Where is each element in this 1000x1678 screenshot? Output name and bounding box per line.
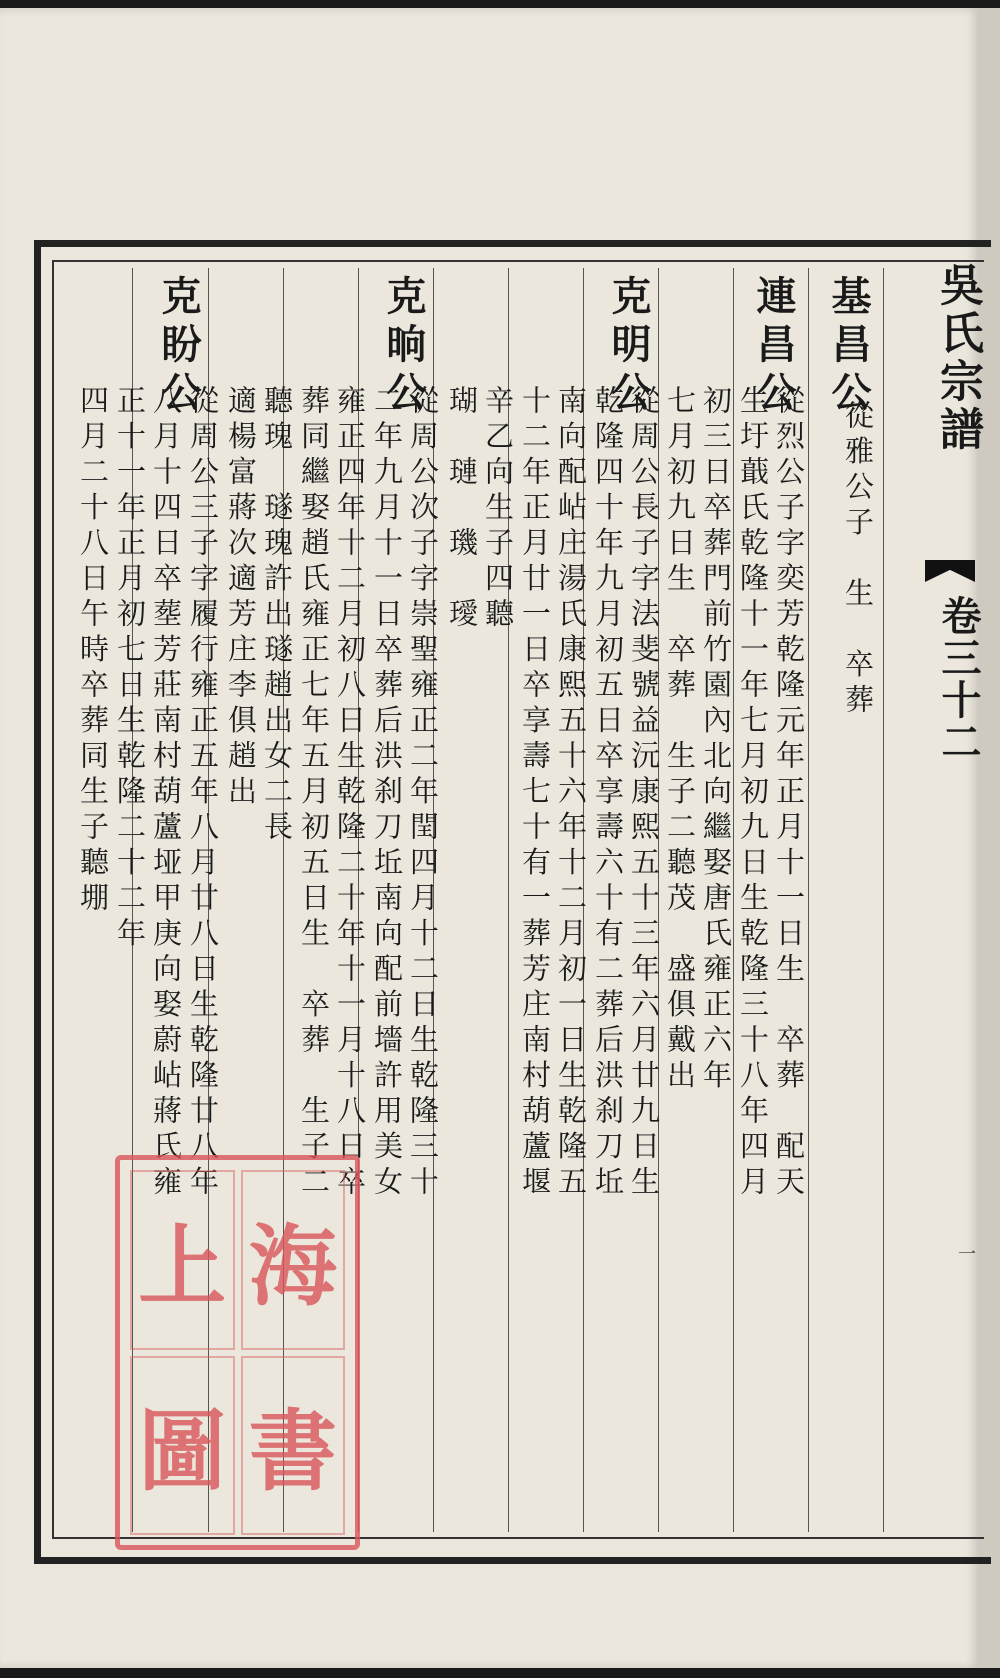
- entry-text: 正十一年正月初七日生乾隆二十二年: [113, 385, 147, 953]
- entry-text: 生圩蕺氏乾隆十一年七月初九日生乾隆三十八年四月: [736, 385, 770, 1202]
- entry-text: 雍正四年十二月初八日生乾隆二十年十一月十八日卒: [333, 385, 367, 1202]
- volume-label: 卷三十二: [935, 595, 982, 763]
- entry-name: 連昌公: [750, 275, 797, 419]
- entry-text: 從周公次子字崇聖雍正二年閏四月十二日生乾隆三十: [406, 385, 440, 1202]
- entry-text: 四月二十八日午時卒葬同生子聽堋: [76, 385, 110, 918]
- entry-text: 南向配岾庄湯氏康熙五十六年十二月初一日生乾隆五: [554, 385, 588, 1202]
- entry-name: 克晌公: [380, 275, 427, 419]
- seal-char: 上: [130, 1170, 235, 1350]
- column-rule: [883, 268, 884, 1532]
- entry-text: 辛乙向生子四聽: [481, 385, 515, 634]
- seal-char: 圖: [130, 1356, 235, 1536]
- entry-text: 二年九月十一日卒葬后洪刹刀坵南向配前墻許用美女: [370, 385, 404, 1202]
- entry-text: 瑚 璉 璣 璦: [445, 385, 479, 634]
- seal-char: 書: [241, 1356, 346, 1536]
- entry-text: 七月初九日生 卒葬 生子二聽茂 盛俱戴出: [663, 385, 697, 1095]
- entry-text: 乾隆四十年九月初五日卒享壽六十有二葬后洪刹刀坵: [591, 385, 625, 1202]
- entry-text: 從周公三子字履行雍正五年八月廿八日生乾隆廿八年: [186, 385, 220, 1202]
- page-marker: 一: [958, 1244, 976, 1265]
- entry-name: 基昌公: [825, 275, 872, 419]
- entry-text: 從雅公子 生 卒葬: [841, 400, 875, 720]
- entry-name: 克盼公: [155, 275, 202, 419]
- entry-text: 十二年正月廿一日卒享壽七十有一葬芳庄南村葫蘆堰: [518, 385, 552, 1202]
- entry-text: 從烈公子字奕芳乾隆元年正月十一日生 卒葬 配天: [772, 385, 806, 1202]
- entry-text: 適楊富蔣次適芳庄李俱趙出: [224, 385, 258, 811]
- seal-char: 海: [241, 1170, 346, 1350]
- entry-text: 初三日卒葬門前竹園內北向繼娶唐氏雍正六年: [699, 385, 733, 1095]
- library-seal: [115, 1155, 360, 1550]
- entry-name: 克明公: [605, 275, 652, 419]
- entry-text: 葬同繼娶趙氏雍正七年五月初五日生 卒葬 生子二: [297, 385, 331, 1202]
- book-title: 吳氏宗譜: [932, 262, 983, 454]
- column-rule: [808, 268, 809, 1532]
- entry-text: 聽瑰 璲瑰許出璲趙出女二長: [260, 385, 294, 847]
- entry-text: 從周公長子字法斐號益沅康熙五十三年六月廿九日生: [627, 385, 661, 1202]
- entry-text: 八月十四日卒塟芳莊南村葫蘆垭甲庚向娶蔚岾蔣氏雍: [149, 385, 183, 1202]
